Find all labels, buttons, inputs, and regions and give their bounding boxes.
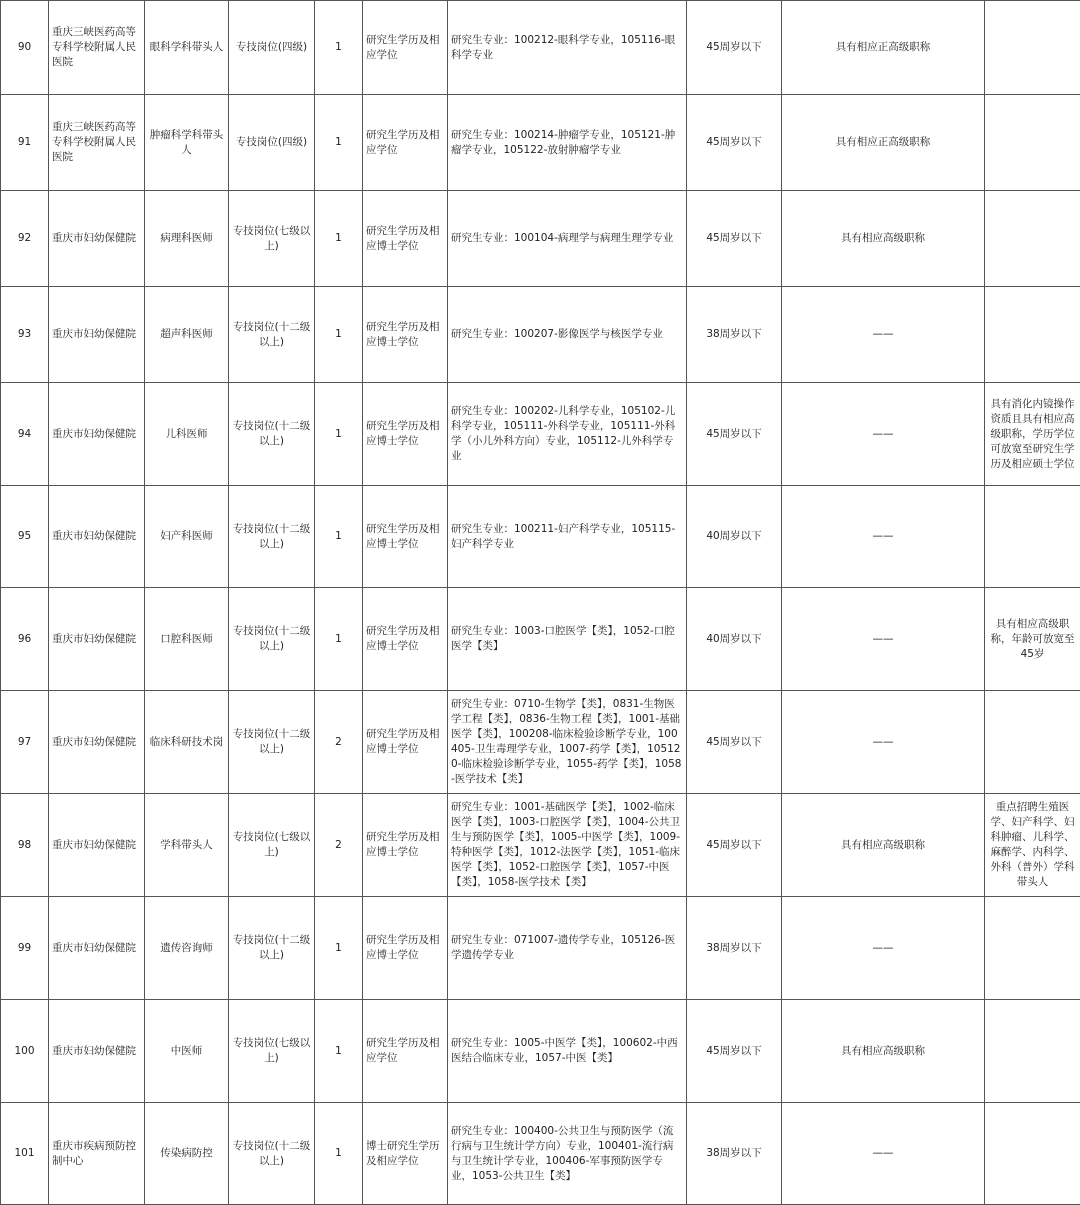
position-name: 中医师 bbox=[145, 1000, 229, 1103]
row-number: 100 bbox=[1, 1000, 49, 1103]
position-level: 专技岗位(十二级以上) bbox=[229, 897, 315, 1000]
hire-count: 1 bbox=[315, 1103, 363, 1205]
remark: 重点招聘生殖医学、妇产科学、妇科肿瘤、儿科学、麻醉学、内科学、外科（普外）学科带头人 bbox=[985, 794, 1080, 897]
education-requirement: 研究生学历及相应学位 bbox=[363, 1, 448, 95]
position-level: 专技岗位(七级以上) bbox=[229, 191, 315, 287]
position-name: 传染病防控 bbox=[145, 1103, 229, 1205]
hire-count: 1 bbox=[315, 486, 363, 588]
table-row bbox=[1, 1000, 1080, 1103]
other-requirement: 具有相应高级职称 bbox=[782, 191, 985, 287]
major-requirement: 研究生专业：1003-口腔医学【类】，1052-口腔医学【类】 bbox=[448, 588, 687, 691]
age-limit: 38周岁以下 bbox=[687, 897, 782, 1000]
education-requirement: 博士研究生学历及相应学位 bbox=[363, 1103, 448, 1205]
position-name: 遗传咨询师 bbox=[145, 897, 229, 1000]
major-requirement: 研究生专业：1005-中医学【类】，100602-中西医结合临床专业，1057-中医【类】 bbox=[448, 1000, 687, 1103]
hire-count: 1 bbox=[315, 1000, 363, 1103]
table-row bbox=[1, 691, 1080, 794]
employer-unit: 重庆市妇幼保健院 bbox=[49, 794, 145, 897]
hire-count: 1 bbox=[315, 897, 363, 1000]
major-requirement: 研究生专业：100212-眼科学专业，105116-眼科学专业 bbox=[448, 1, 687, 95]
table-row bbox=[1, 486, 1080, 588]
hire-count: 1 bbox=[315, 588, 363, 691]
position-level: 专技岗位(七级以上) bbox=[229, 794, 315, 897]
position-level: 专技岗位(十二级以上) bbox=[229, 1103, 315, 1205]
employer-unit: 重庆市妇幼保健院 bbox=[49, 691, 145, 794]
age-limit: 45周岁以下 bbox=[687, 191, 782, 287]
row-number: 92 bbox=[1, 191, 49, 287]
other-requirement: —— bbox=[782, 383, 985, 486]
position-level: 专技岗位(十二级以上) bbox=[229, 588, 315, 691]
remark bbox=[985, 897, 1080, 1000]
other-requirement: —— bbox=[782, 486, 985, 588]
education-requirement: 研究生学历及相应博士学位 bbox=[363, 486, 448, 588]
employer-unit: 重庆市妇幼保健院 bbox=[49, 486, 145, 588]
major-requirement: 研究生专业：100400-公共卫生与预防医学（流行病与卫生统计学方向）专业，100401-流行病与卫生统计学专业，100406-军事预防医学专业，1053-公共卫生【类】 bbox=[448, 1103, 687, 1205]
major-requirement: 研究生专业：100202-儿科学专业，105102-儿科学专业，105111-外科学专业，105111-外科学（小儿外科方向）专业，105112-儿外科学专业 bbox=[448, 383, 687, 486]
hire-count: 1 bbox=[315, 383, 363, 486]
position-name: 口腔科医师 bbox=[145, 588, 229, 691]
age-limit: 40周岁以下 bbox=[687, 486, 782, 588]
age-limit: 45周岁以下 bbox=[687, 383, 782, 486]
hire-count: 1 bbox=[315, 287, 363, 383]
position-level: 专技岗位(十二级以上) bbox=[229, 691, 315, 794]
other-requirement: —— bbox=[782, 588, 985, 691]
position-name: 眼科学科带头人 bbox=[145, 1, 229, 95]
row-number: 96 bbox=[1, 588, 49, 691]
education-requirement: 研究生学历及相应学位 bbox=[363, 1000, 448, 1103]
table-row bbox=[1, 383, 1080, 486]
education-requirement: 研究生学历及相应学位 bbox=[363, 95, 448, 191]
major-requirement: 研究生专业：100211-妇产科学专业，105115-妇产科学专业 bbox=[448, 486, 687, 588]
table-row bbox=[1, 588, 1080, 691]
age-limit: 45周岁以下 bbox=[687, 794, 782, 897]
table-row bbox=[1, 191, 1080, 287]
hire-count: 1 bbox=[315, 95, 363, 191]
hire-count: 1 bbox=[315, 191, 363, 287]
row-number: 95 bbox=[1, 486, 49, 588]
remark bbox=[985, 1000, 1080, 1103]
position-name: 儿科医师 bbox=[145, 383, 229, 486]
position-level: 专技岗位(十二级以上) bbox=[229, 383, 315, 486]
remark bbox=[985, 1, 1080, 95]
position-name: 学科带头人 bbox=[145, 794, 229, 897]
employer-unit: 重庆市妇幼保健院 bbox=[49, 287, 145, 383]
age-limit: 38周岁以下 bbox=[687, 1103, 782, 1205]
position-level: 专技岗位(七级以上) bbox=[229, 1000, 315, 1103]
remark: 具有消化内镜操作资质且具有相应高级职称，学历学位可放宽至研究生学历及相应硕士学位 bbox=[985, 383, 1080, 486]
employer-unit: 重庆市妇幼保健院 bbox=[49, 383, 145, 486]
education-requirement: 研究生学历及相应博士学位 bbox=[363, 897, 448, 1000]
remark: 具有相应高级职称，年龄可放宽至45岁 bbox=[985, 588, 1080, 691]
hire-count: 2 bbox=[315, 691, 363, 794]
other-requirement: 具有相应正高级职称 bbox=[782, 1, 985, 95]
age-limit: 45周岁以下 bbox=[687, 691, 782, 794]
education-requirement: 研究生学历及相应博士学位 bbox=[363, 191, 448, 287]
table-row bbox=[1, 287, 1080, 383]
other-requirement: 具有相应正高级职称 bbox=[782, 95, 985, 191]
employer-unit: 重庆市妇幼保健院 bbox=[49, 588, 145, 691]
other-requirement: —— bbox=[782, 897, 985, 1000]
position-name: 病理科医师 bbox=[145, 191, 229, 287]
remark bbox=[985, 1103, 1080, 1205]
row-number: 99 bbox=[1, 897, 49, 1000]
age-limit: 40周岁以下 bbox=[687, 588, 782, 691]
education-requirement: 研究生学历及相应博士学位 bbox=[363, 794, 448, 897]
hire-count: 2 bbox=[315, 794, 363, 897]
major-requirement: 研究生专业：071007-遗传学专业，105126-医学遗传学专业 bbox=[448, 897, 687, 1000]
major-requirement: 研究生专业：1001-基础医学【类】，1002-临床医学【类】，1003-口腔医学【类】，1004-公共卫生与预防医学【类】，1005-中医学【类】，1009-特种医学【类】，1012-法医学【类】，1051-临床医学【类】，1052-口腔医学【类】，1057-中医【类】，1058-医学技术【类】 bbox=[448, 794, 687, 897]
age-limit: 38周岁以下 bbox=[687, 287, 782, 383]
row-number: 101 bbox=[1, 1103, 49, 1205]
remark bbox=[985, 486, 1080, 588]
education-requirement: 研究生学历及相应博士学位 bbox=[363, 588, 448, 691]
other-requirement: —— bbox=[782, 1103, 985, 1205]
employer-unit: 重庆市妇幼保健院 bbox=[49, 1000, 145, 1103]
employer-unit: 重庆市妇幼保健院 bbox=[49, 897, 145, 1000]
major-requirement: 研究生专业：100214-肿瘤学专业，105121-肿瘤学专业，105122-放射肿瘤学专业 bbox=[448, 95, 687, 191]
employer-unit: 重庆市疾病预防控制中心 bbox=[49, 1103, 145, 1205]
table-body bbox=[1, 1, 1080, 1205]
position-level: 专技岗位(四级) bbox=[229, 95, 315, 191]
position-name: 临床科研技术岗 bbox=[145, 691, 229, 794]
row-number: 98 bbox=[1, 794, 49, 897]
education-requirement: 研究生学历及相应博士学位 bbox=[363, 383, 448, 486]
age-limit: 45周岁以下 bbox=[687, 1, 782, 95]
position-level: 专技岗位(十二级以上) bbox=[229, 287, 315, 383]
hire-count: 1 bbox=[315, 1, 363, 95]
table-row bbox=[1, 897, 1080, 1000]
table-row bbox=[1, 1, 1080, 95]
other-requirement: 具有相应高级职称 bbox=[782, 1000, 985, 1103]
table-row bbox=[1, 794, 1080, 897]
row-number: 94 bbox=[1, 383, 49, 486]
position-level: 专技岗位(十二级以上) bbox=[229, 486, 315, 588]
position-name: 超声科医师 bbox=[145, 287, 229, 383]
remark bbox=[985, 95, 1080, 191]
row-number: 90 bbox=[1, 1, 49, 95]
age-limit: 45周岁以下 bbox=[687, 1000, 782, 1103]
employer-unit: 重庆市妇幼保健院 bbox=[49, 191, 145, 287]
other-requirement: —— bbox=[782, 691, 985, 794]
major-requirement: 研究生专业：100207-影像医学与核医学专业 bbox=[448, 287, 687, 383]
age-limit: 45周岁以下 bbox=[687, 95, 782, 191]
table-row bbox=[1, 95, 1080, 191]
row-number: 91 bbox=[1, 95, 49, 191]
remark bbox=[985, 287, 1080, 383]
employer-unit: 重庆三峡医药高等专科学校附属人民医院 bbox=[49, 95, 145, 191]
remark bbox=[985, 691, 1080, 794]
employer-unit: 重庆三峡医药高等专科学校附属人民医院 bbox=[49, 1, 145, 95]
row-number: 97 bbox=[1, 691, 49, 794]
remark bbox=[985, 191, 1080, 287]
position-level: 专技岗位(四级) bbox=[229, 1, 315, 95]
position-name: 肿瘤科学科带头人 bbox=[145, 95, 229, 191]
other-requirement: 具有相应高级职称 bbox=[782, 794, 985, 897]
position-name: 妇产科医师 bbox=[145, 486, 229, 588]
education-requirement: 研究生学历及相应博士学位 bbox=[363, 287, 448, 383]
table-row bbox=[1, 1103, 1080, 1205]
other-requirement: —— bbox=[782, 287, 985, 383]
major-requirement: 研究生专业：0710-生物学【类】，0831-生物医学工程【类】，0836-生物工程【类】，1001-基础医学【类】，100208-临床检验诊断学专业，100405-卫生毒理学专业，1007-药学【类】，105120-临床检验诊断学专业，1055-药学【类】，1058-医学技术【类】 bbox=[448, 691, 687, 794]
row-number: 93 bbox=[1, 287, 49, 383]
education-requirement: 研究生学历及相应博士学位 bbox=[363, 691, 448, 794]
major-requirement: 研究生专业：100104-病理学与病理生理学专业 bbox=[448, 191, 687, 287]
